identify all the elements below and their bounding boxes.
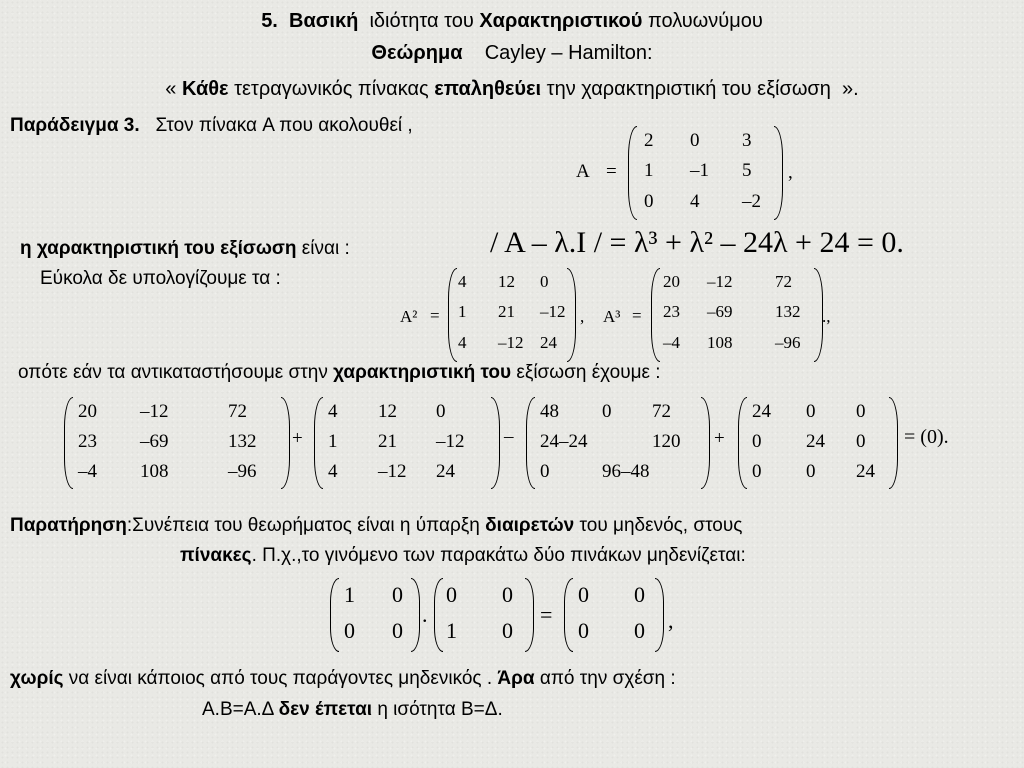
matrix-cell: 132 (775, 302, 801, 322)
matrix-cell: 0 (392, 618, 403, 644)
matrix-cell: 108 (140, 460, 169, 482)
substitute-char: χαρακτηριστική του (333, 362, 512, 383)
conclusion-line-2 (202, 699, 503, 721)
title-property: ιδιότητα του (369, 10, 474, 32)
matrix-bracket-left (628, 126, 637, 220)
theorem-label: Θεώρημα (371, 42, 463, 64)
conclusion-without: χωρίς (10, 668, 64, 689)
matrix-cell: 12 (378, 400, 397, 422)
matrix-bracket-right (889, 397, 898, 489)
matrix-cell: 1 (344, 582, 355, 608)
matrix-cell: 0 (634, 618, 645, 644)
quote-close: ». (842, 78, 859, 100)
substitute-line (18, 362, 661, 384)
matrix-cell: 1 (446, 618, 457, 644)
matrix-cell: –12 (140, 400, 169, 422)
conclusion-line-1 (10, 668, 676, 690)
easily-text: Εύκολα δε υπολογίζουμε τα : (40, 268, 281, 289)
matrix-cell: –2 (742, 191, 761, 212)
quote-satisfies: επαληθεύει (434, 78, 542, 100)
matrix-cell: 0 (502, 582, 513, 608)
sum-matrix-3 (526, 397, 710, 487)
matrix-cell: 24 (436, 460, 455, 482)
sum-matrix-4 (738, 397, 898, 487)
matrix-cell: 0 (634, 582, 645, 608)
matrix-bracket-right (525, 578, 534, 652)
sum-matrix-1 (64, 397, 290, 487)
title-characteristic: Χαρακτηριστικού (479, 10, 643, 32)
matrix-cell: 2 (644, 129, 654, 151)
matrix-bracket-right (655, 578, 664, 652)
matrix-cell: 21 (378, 430, 397, 452)
remark-line-2 (180, 545, 746, 567)
matrix-cell: 0 (578, 582, 589, 608)
product-matrix-2 (434, 578, 534, 650)
matrix-cell: –4 (663, 333, 680, 352)
matrix-bracket-right (701, 397, 710, 489)
matrix-bracket-left (314, 397, 323, 489)
sum-op-2: – (504, 426, 514, 447)
title-line (0, 10, 1024, 33)
matrix-cell: 0 (806, 460, 816, 482)
matrix-cell: 4 (458, 271, 467, 291)
conclusion-not-follow: δεν έπεται (278, 699, 373, 720)
product-trail: , (668, 608, 674, 633)
remark-matrices: πίνακες (180, 545, 252, 566)
char-eq-formula: / A – λ.I / = λ³ + λ² – 24λ + 24 = 0. (490, 226, 904, 259)
matrix-bracket-left (526, 397, 535, 489)
quote-square: τετραγωνικός πίνακας (234, 78, 429, 100)
product-matrix-3 (564, 578, 664, 650)
matrix-cell: 21 (498, 302, 515, 322)
conclusion-relation: A.B=A.Δ (202, 699, 274, 720)
matrix-cell: 0 (578, 618, 589, 644)
matrix-cell: 0 (856, 430, 866, 452)
product-dot: . (422, 602, 428, 627)
matrix-cell: 0 (540, 460, 550, 482)
matrix-cell: 0 (806, 400, 816, 422)
matrix-bracket-right (567, 268, 576, 362)
matrix-bracket-left (434, 578, 443, 652)
matrix-cell: –12 (540, 302, 566, 322)
conclusion-text-2: από την σχέση : (539, 668, 676, 689)
matrix-cell: 48 (540, 400, 559, 422)
matrix-cell: 4 (328, 400, 338, 422)
sum-op-1: + (292, 428, 303, 449)
matrix-cell: 4 (458, 333, 467, 352)
matrix-cell: 20 (663, 271, 680, 291)
matrix-cell: 23 (663, 302, 680, 322)
a2-label: A² (400, 307, 418, 326)
matrix-bracket-left (651, 268, 660, 362)
matrix-cell: 132 (228, 430, 257, 452)
matrix-cell: 0 (644, 191, 654, 212)
matrix-bracket-left (448, 268, 457, 362)
char-eq-label: η χαρακτηριστική του εξίσωση (20, 238, 297, 259)
matrix-cell: 4 (690, 191, 700, 212)
matrix-cell: 1 (328, 430, 338, 452)
remark-text-2: του μηδενός, στους (579, 515, 743, 536)
matrix-cell: 24–24 (540, 430, 588, 452)
matrix-cell: –4 (78, 460, 97, 482)
matrix-cell: –12 (498, 333, 524, 352)
matrix-a-trail: , (788, 162, 793, 183)
char-eq-line (20, 238, 350, 260)
powers-trail: ., (822, 307, 831, 326)
matrix-cell: 0 (690, 129, 700, 151)
remark-text-3: . Π.χ.,το γινόμενο των παρακάτω δύο πινάκων μηδενίζεται: (251, 545, 746, 566)
remark-label: Παρατήρηση (10, 515, 127, 536)
sum-result: = (0). (904, 426, 949, 448)
matrix-cell: –12 (436, 430, 465, 452)
matrix-cell: 5 (742, 160, 752, 182)
matrix-cell: 3 (742, 129, 752, 151)
conclusion-therefore: Άρα (497, 668, 535, 689)
matrix-cell: 0 (436, 400, 446, 422)
conclusion-text-3: η ισότητα B=Δ. (377, 699, 503, 720)
theorem-quote (0, 78, 1024, 101)
matrix-cell: 0 (752, 430, 762, 452)
sum-matrix-2 (314, 397, 500, 487)
product-matrix-1 (330, 578, 420, 650)
sum-op-3: + (714, 428, 725, 449)
remark-divisors: διαιρετών (485, 515, 575, 536)
remark-text-1: :Συνέπεια του θεωρήματος είναι η ύπαρξη (126, 515, 480, 536)
matrix-a-eq: = (606, 161, 617, 182)
title-polynomial: πολυωνύμου (647, 10, 763, 32)
matrix-cell: 24 (752, 400, 771, 422)
conclusion-text-1: να είναι κάποιος από τους παράγοντες μηδενικός . (68, 668, 493, 689)
matrix-cell: –69 (707, 302, 733, 322)
a3-label: A³ (603, 307, 621, 326)
title-basic: Βασική (289, 10, 359, 32)
matrix-cell: 72 (228, 400, 247, 422)
matrix-cell: 12 (498, 271, 515, 291)
matrix-a3 (651, 268, 823, 360)
powers-sep: , (580, 307, 585, 326)
matrix-a-label: A (576, 161, 590, 182)
example-label: Παράδειγμα 3. (10, 115, 140, 136)
matrix-cell: –12 (707, 271, 733, 291)
quote-every: Κάθε (181, 78, 229, 100)
matrix-cell: –1 (690, 160, 709, 182)
theorem-line (0, 42, 1024, 65)
example-line (10, 115, 413, 137)
matrix-bracket-right (281, 397, 290, 489)
matrix-cell: 1 (458, 302, 467, 322)
matrix-cell: –96 (775, 333, 801, 352)
matrix-cell: 24 (540, 333, 557, 352)
matrix-cell: 108 (707, 333, 733, 352)
remark-line-1 (10, 515, 742, 537)
matrix-cell: 96–48 (602, 460, 650, 482)
matrix-a (628, 126, 783, 218)
matrix-cell: 0 (502, 618, 513, 644)
char-eq-is: είναι : (301, 238, 350, 259)
substitute-pre: οπότε εάν τα αντικαταστήσουμε στην (18, 362, 328, 383)
matrix-bracket-left (564, 578, 573, 652)
matrix-cell: 0 (446, 582, 457, 608)
matrix-cell: –69 (140, 430, 169, 452)
matrix-cell: –12 (378, 460, 407, 482)
product-eq: = (540, 602, 553, 627)
matrix-cell: 72 (652, 400, 671, 422)
matrix-cell: 72 (775, 271, 792, 291)
matrix-cell: 0 (856, 400, 866, 422)
example-text: Στον πίνακα A που ακολουθεί , (155, 115, 413, 136)
matrix-cell: 0 (392, 582, 403, 608)
matrix-bracket-left (738, 397, 747, 489)
matrix-bracket-right (774, 126, 783, 220)
matrix-cell: 23 (78, 430, 97, 452)
matrix-cell: 24 (806, 430, 825, 452)
title-number: 5. (261, 10, 278, 32)
quote-open: « (165, 78, 177, 100)
matrix-bracket-right (411, 578, 420, 652)
matrix-cell: 24 (856, 460, 875, 482)
matrix-cell: 4 (328, 460, 338, 482)
matrix-cell: 0 (540, 271, 549, 291)
quote-rest: την χαρακτηριστική του εξίσωση (546, 78, 831, 100)
matrix-cell: 120 (652, 430, 681, 452)
matrix-bracket-left (64, 397, 73, 489)
matrix-cell: –96 (228, 460, 257, 482)
substitute-post: εξίσωση έχουμε : (516, 362, 661, 383)
matrix-cell: 1 (644, 160, 654, 182)
matrix-bracket-left (330, 578, 339, 652)
theorem-name: Cayley – Hamilton: (484, 42, 653, 64)
matrix-bracket-right (491, 397, 500, 489)
a2-eq: = (430, 306, 440, 325)
matrix-cell: 0 (752, 460, 762, 482)
matrix-cell: 0 (602, 400, 612, 422)
matrix-cell: 0 (344, 618, 355, 644)
a3-eq: = (632, 306, 642, 325)
matrix-a2 (448, 268, 576, 360)
matrix-cell: 20 (78, 400, 97, 422)
